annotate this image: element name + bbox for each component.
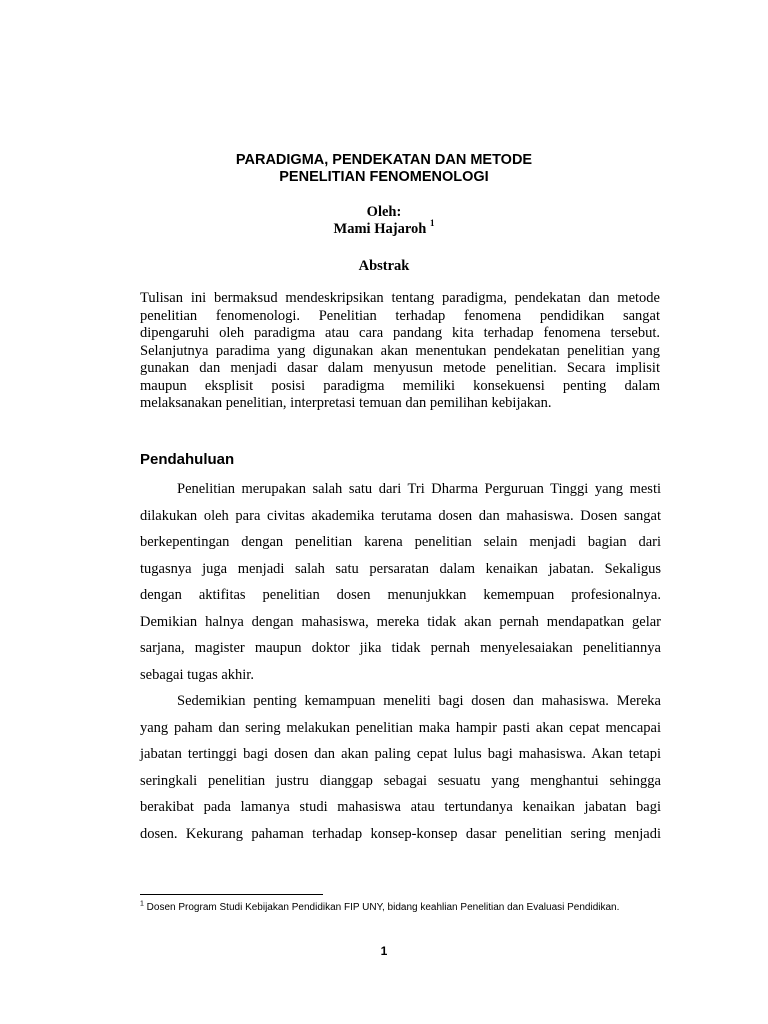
author-name: Mami Hajaroh (333, 221, 427, 237)
body-line: berkepentingan dengan penelitian karena penelitian selain menjadi bagian dari (140, 534, 661, 550)
paper-title-line-2: PENELITIAN FENOMENOLOGI (279, 169, 489, 185)
body-line: seringkali penelitian justru dianggap sebagai sesuatu yang menghantui sehingga (140, 772, 661, 789)
body-line: Sedemikian penting kemampuan meneliti bagi dosen dan mahasiswa. Mereka (177, 693, 661, 709)
body-line: tugasnya juga menjadi salah satu persaratan dalam kenaikan jabatan. Sekaligus (140, 560, 661, 577)
footnote-marker: 1 (140, 900, 144, 908)
abstract-body (140, 290, 660, 413)
body-line: berakibat pada lamanya studi mahasiswa atau tertundanya kenaikan jabatan bagi (140, 799, 661, 815)
page-number: 1 (380, 944, 388, 958)
abstract-line: melaksanakan penelitian, interpretasi temuan dan pemilihan kebijakan. (140, 395, 552, 411)
byline-label: Oleh: (366, 204, 402, 220)
section-heading-pendahuluan: Pendahuluan (140, 451, 235, 468)
footnote-text: Dosen Program Studi Kebijakan Pendidikan FIP UNY, bidang keahlian Penelitian dan Evaluasi Pendidikan. (143, 902, 620, 913)
footnote (140, 901, 700, 914)
body-line: dengan aktifitas penelitian dosen menunjukkan kemempuan profesionalnya. (140, 587, 661, 603)
body-line: yang paham dan sering melakukan penelitian maka hampir pasti akan cepat mencapai (140, 719, 661, 736)
body-line: dosen. Kekurang pahaman terhadap konsep-konsep dasar penelitian sering menjadi (140, 825, 661, 842)
paper-title-line-1: PARADIGMA, PENDEKATAN DAN METODE (235, 152, 533, 168)
body-line: Penelitian merupakan salah satu dari Tri Dharma Perguruan Tinggi yang mesti (177, 481, 661, 497)
abstract-line: penelitian fenomenologi. Penelitian terhadap fenomena pendidikan sangat (140, 307, 660, 324)
abstract-line: Tulisan ini bermaksud mendeskripsikan tentang paradigma, pendekatan dan metode (140, 290, 660, 306)
abstract-line: Selanjutnya paradima yang digunakan akan menentukan pendekatan penelitian yang (140, 342, 660, 359)
body-line: jabatan tertinggi bagi dosen dan akan paling cepat lulus bagi mahasiswa. Akan tetapi (140, 746, 661, 762)
abstract-heading: Abstrak (358, 258, 410, 274)
body-line: Demikian halnya dengan mahasiswa, mereka tidak akan pernah mendapatkan gelar (140, 613, 661, 630)
section-body (140, 476, 661, 847)
body-line: sebagai tugas akhir. (140, 666, 254, 683)
author-footnote-ref: 1 (429, 218, 435, 229)
footnote-separator (140, 894, 323, 895)
abstract-line: dipengaruhi oleh paradigma atau cara pandang kita terhadap fenomena tersebut. (140, 325, 660, 341)
abstract-line: gunakan dan menjadi dasar dalam menyusun metode penelitian. Secara implisit (140, 360, 660, 376)
body-line: sarjana, magister maupun doktor jika tidak pernah menyelesaiakan penelitiannya (140, 640, 661, 656)
abstract-line: maupun eksplisit posisi paradigma memiliki konsekuensi penting dalam (140, 377, 660, 394)
author-name-line (0, 220, 768, 238)
body-line: dilakukan oleh para civitas akademika terutama dosen dan mahasiswa. Dosen sangat (140, 507, 661, 524)
